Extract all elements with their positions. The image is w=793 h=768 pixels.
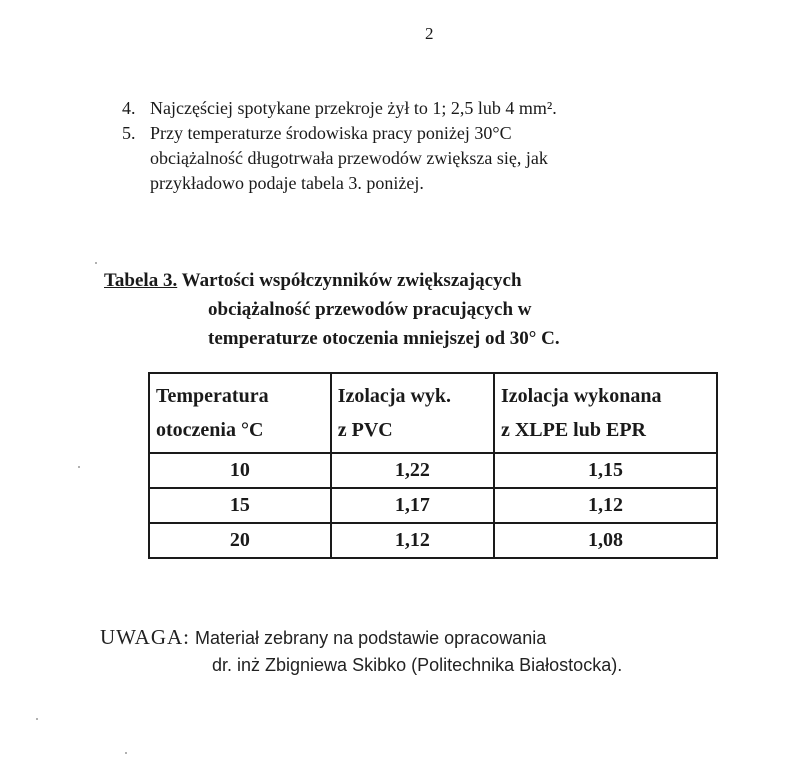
table-cell: 1,22 [331,453,494,488]
page-number: 2 [425,24,434,43]
list-item-text: Najczęściej spotykane przekroje żył to 1; 2,5 lub 4 mm². [150,98,557,118]
table-caption [104,266,560,353]
scan-speck [95,262,97,264]
numbered-list [122,96,710,196]
caption-line: Wartości współczynników zwiększających [181,270,522,291]
list-item-continuation: przykładowo podaje tabela 3. poniżej. [150,173,424,193]
table-cell: 1,15 [494,453,717,488]
column-header [494,373,717,453]
note [100,624,622,679]
table-cell: 1,17 [331,488,494,523]
list-item-number: 4. [122,98,136,118]
scan-speck [125,752,127,754]
scan-speck [36,718,38,720]
table-row [149,453,717,488]
table-cell: 1,12 [494,488,717,523]
column-header-line: z XLPE lub EPR [500,419,646,441]
table-row [149,488,717,523]
note-line: dr. inż Zbigniewa Skibko (Politechnika Białostocka). [212,655,623,675]
column-header [331,373,494,453]
note-label: UWAGA: [100,625,190,649]
column-header-line: Izolacja wyk. [337,385,452,407]
table-cell: 10 [149,453,331,488]
list-item-number: 5. [122,123,136,143]
list-item [122,121,710,146]
table-cell: 15 [149,488,331,523]
caption-label: Tabela 3. [104,270,178,291]
coefficient-table [148,372,718,559]
table-cell: 1,12 [331,523,494,558]
table-cell: 1,08 [494,523,717,558]
column-header [149,373,331,453]
column-header-line: Izolacja wykonana [500,385,662,407]
caption-line: obciążalność przewodów pracujących w [208,299,532,320]
list-item-continuation: obciążalność długotrwała przewodów zwiększa się, jak [150,148,548,168]
scan-speck [78,466,80,468]
table-header-row [149,373,717,453]
caption-line: temperaturze otoczenia mniejszej od 30° C. [208,328,560,349]
table-row [149,523,717,558]
note-line: Materiał zebrany na podstawie opracowania [195,628,547,648]
column-header-line: z PVC [337,419,393,441]
list-item-text: Przy temperaturze środowiska pracy poniżej 30°C [150,123,512,143]
column-header-line: Temperatura [156,385,269,407]
column-header-line: otoczenia °C [156,419,264,441]
table-cell: 20 [149,523,331,558]
list-item [122,96,710,121]
